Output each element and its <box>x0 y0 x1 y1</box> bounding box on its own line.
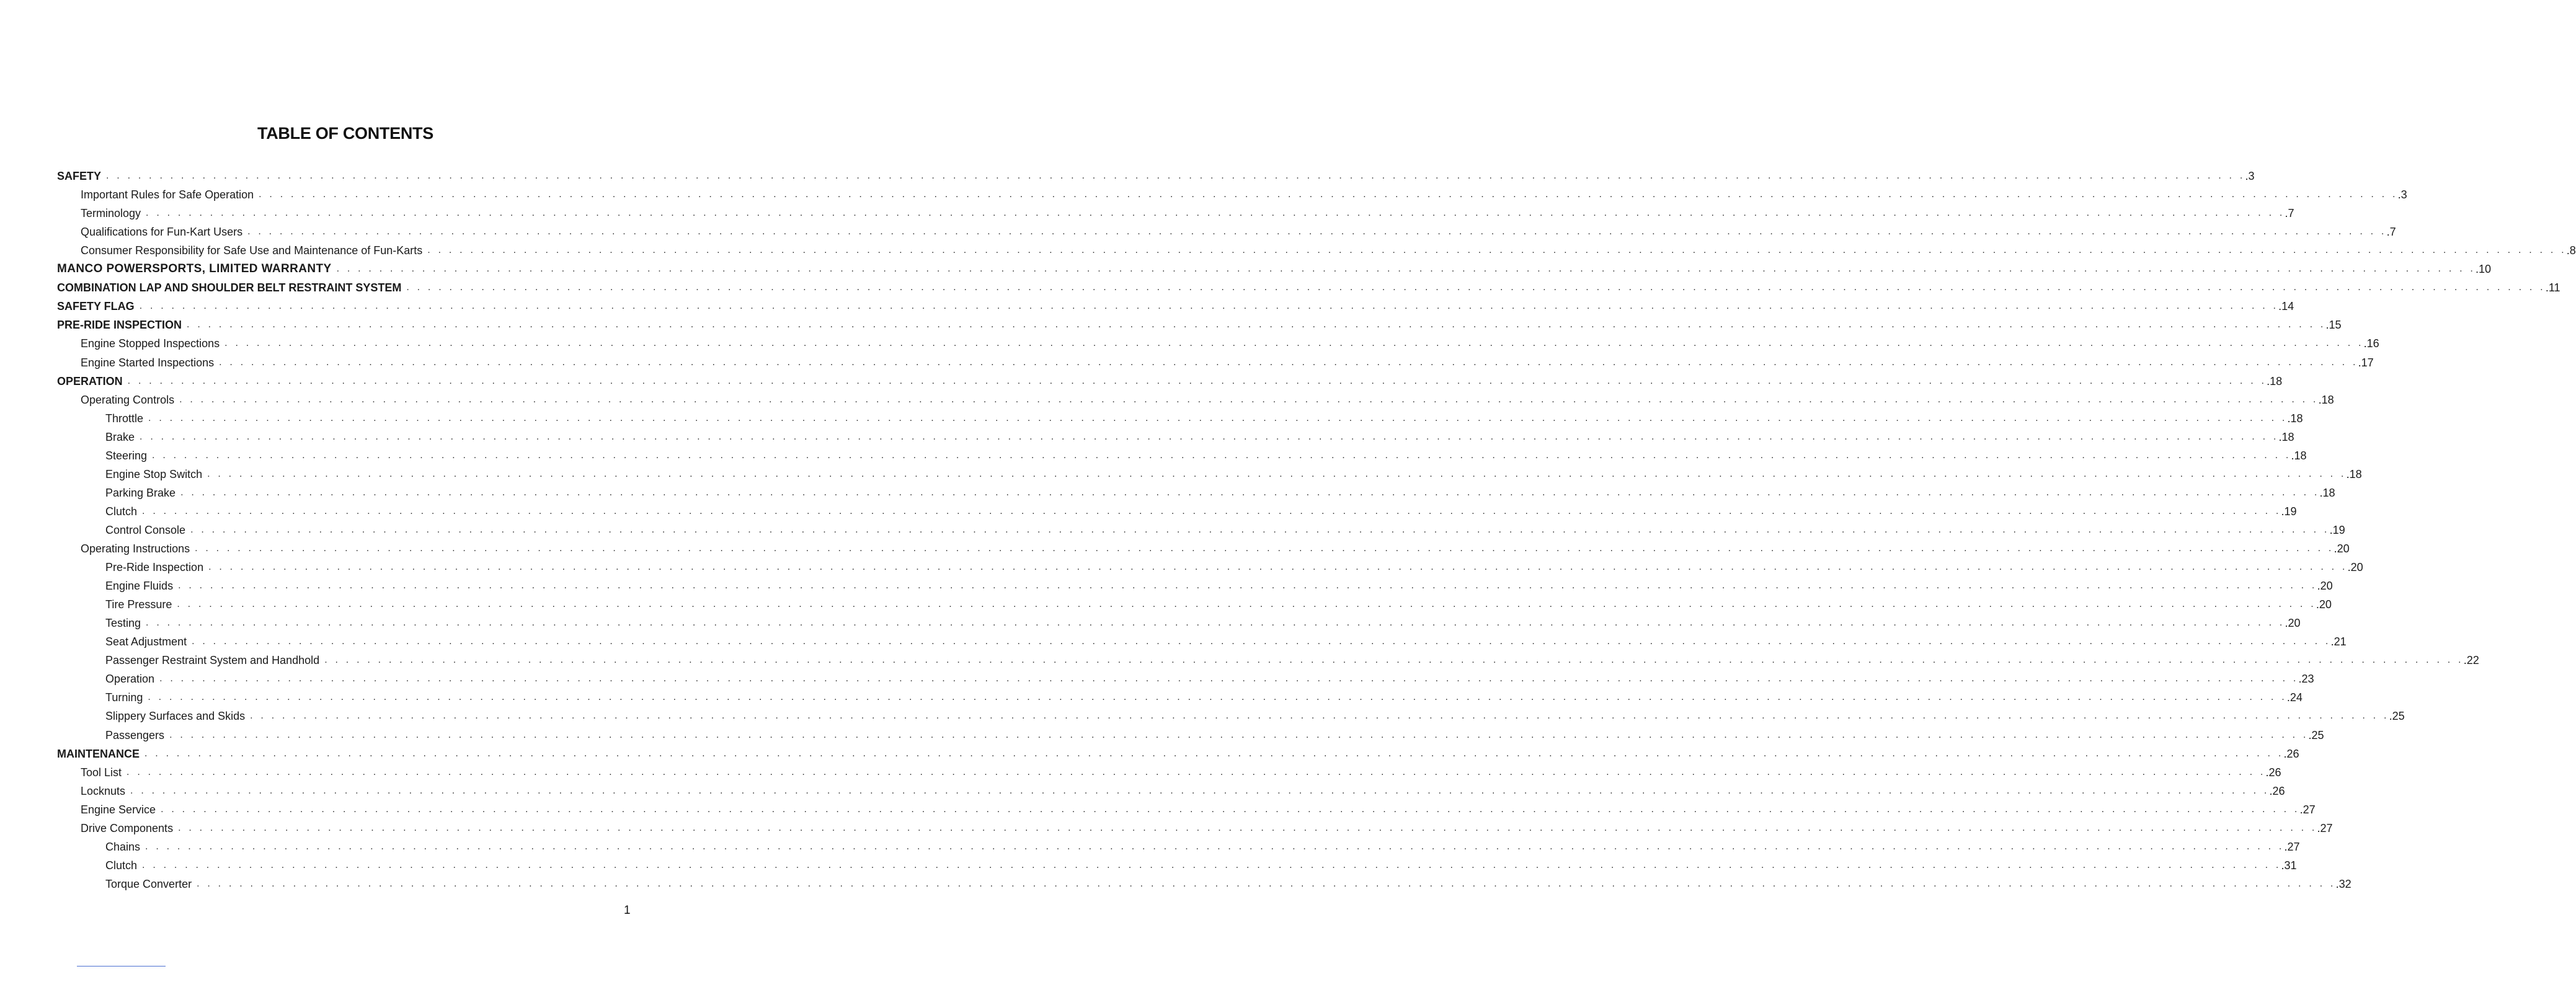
toc-dot-leader: . . . . . . . . . . . . . . . . . . . . . . . . . . . . . . . . . . . . . . . . . . . . . . . . . . . . . . . . . . . . . . . . . . . . . . . . . . . . . . . . . . . . . . . . . . . . . . . . . . . . . . . . . . . . . . . . . . . . . . . . . . . . . . . . . . . . . . . . . . . . . . . . . . . . . . . . . . . . . . . . . . . . . . . . . . . . . . . . . . . . . . . . . . . . . . . . . . . . . . . . <box>146 208 2285 219</box>
toc-entry-page: .16 <box>2363 337 2379 350</box>
toc-dot-leader: . . . . . . . . . . . . . . . . . . . . . . . . . . . . . . . . . . . . . . . . . . . . . . . . . . . . . . . . . . . . . . . . . . . . . . . . . . . . . . . . . . . . . . . . . . . . . . . . . . . . . . . . . . . . . . . . . . . . . . . . . . . . . . . . . . . . . . . . . . . . . . . . . . . . . . . . . . . . . . . . . . . . . . . . . . . . . . . . . . . . . . . . . . . . . . . . . . . . . . . . <box>106 170 2245 181</box>
toc-dot-leader: . . . . . . . . . . . . . . . . . . . . . . . . . . . . . . . . . . . . . . . . . . . . . . . . . . . . . . . . . . . . . . . . . . . . . . . . . . . . . . . . . . . . . . . . . . . . . . . . . . . . . . . . . . . . . . . . . . . . . . . . . . . . . . . . . . . . . . . . . . . . . . . . . . . . . . . . . . . . . . . . . . . . . . . . . . . . . . . . . . . . . . . . . . . . . . . . . . . . . . . . <box>169 729 2309 740</box>
toc-entry-page: .22 <box>2463 654 2479 667</box>
toc-entry-page: .7 <box>2386 226 2396 239</box>
toc-entry-label: SAFETY FLAG <box>57 300 135 313</box>
toc-entry-page: .19 <box>2329 523 2345 536</box>
toc-dot-leader: . . . . . . . . . . . . . . . . . . . . . . . . . . . . . . . . . . . . . . . . . . . . . . . . . . . . . . . . . . . . . . . . . . . . . . . . . . . . . . . . . . . . . . . . . . . . . . . . . . . . . . . . . . . . . . . . . . . . . . . . . . . . . . . . . . . . . . . . . . . . . . . . . . . . . . . . . . . . . . . . . . . . . . . . . . . . . . . . . . . . . . . . . . . . . . . . . . . . . . . . <box>179 394 2319 405</box>
toc-entry <box>81 239 2576 257</box>
toc-entry-label: Passengers <box>105 728 165 741</box>
toc-entry-page: .18 <box>2291 449 2307 462</box>
toc-entry-page: .27 <box>2299 803 2316 816</box>
toc-entry-label: Terminology <box>81 207 141 220</box>
footer-rule <box>77 966 166 967</box>
page-number: 1 <box>624 904 631 917</box>
toc-dot-leader: . . . . . . . . . . . . . . . . . . . . . . . . . . . . . . . . . . . . . . . . . . . . . . . . . . . . . . . . . . . . . . . . . . . . . . . . . . . . . . . . . . . . . . . . . . . . . . . . . . . . . . . . . . . . . . . . . . . . . . . . . . . . . . . . . . . . . . . . . . . . . . . . . . . . . . . . . . . . . . . . . . . . . . . . . . . . . . . . . . . . . . . . . . . . . . . . . . . . . . . . <box>187 319 2326 330</box>
toc-entry-page: .18 <box>2318 393 2334 406</box>
toc-entry <box>57 313 2342 332</box>
toc-dot-leader: . . . . . . . . . . . . . . . . . . . . . . . . . . . . . . . . . . . . . . . . . . . . . . . . . . . . . . . . . . . . . . . . . . . . . . . . . . . . . . . . . . . . . . . . . . . . . . . . . . . . . . . . . . . . . . . . . . . . . . . . . . . . . . . . . . . . . . . . . . . . . . . . . . . . . . . . . . . . . . . . . . . . . . . . . . . . . . . . . . . . . . . . . . . . . . . . . . . . . . . . <box>144 748 2284 759</box>
toc-entry-label: Testing <box>105 617 141 630</box>
toc-entry <box>105 723 2324 742</box>
toc-dot-leader: . . . . . . . . . . . . . . . . . . . . . . . . . . . . . . . . . . . . . . . . . . . . . . . . . . . . . . . . . . . . . . . . . . . . . . . . . . . . . . . . . . . . . . . . . . . . . . . . . . . . . . . . . . . . . . . . . . . . . . . . . . . . . . . . . . . . . . . . . . . . . . . . . . . . . . . . . . . . . . . . . . . . . . . . . . . . . . . . . . . . . . . . . . . . . . . . . . . . . . . . <box>152 449 2291 461</box>
toc-entry <box>105 425 2294 444</box>
toc-dot-leader: . . . . . . . . . . . . . . . . . . . . . . . . . . . . . . . . . . . . . . . . . . . . . . . . . . . . . . . . . . . . . . . . . . . . . . . . . . . . . . . . . . . . . . . . . . . . . . . . . . . . . . . . . . . . . . . . . . . . . . . . . . . . . . . . . . . . . . . . . . . . . . . . . . . . . . . . . . . . . . . . . . . . . . . . . . . . . . . . . . . . . . . . . . . . . . . . . . . . . . . . <box>145 841 2285 852</box>
toc-entry-label: PRE-RIDE INSPECTION <box>57 319 182 332</box>
toc-entry-page: .19 <box>2281 505 2297 518</box>
toc-entry-page: .32 <box>2335 877 2352 890</box>
toc-entry-page: .18 <box>2278 430 2294 443</box>
toc-entry <box>81 761 2281 779</box>
toc-entry-label: Clutch <box>105 505 138 518</box>
toc-dot-leader: . . . . . . . . . . . . . . . . . . . . . . . . . . . . . . . . . . . . . . . . . . . . . . . . . . . . . . . . . . . . . . . . . . . . . . . . . . . . . . . . . . . . . . . . . . . . . . . . . . . . . . . . . . . . . . . . . . . . . . . . . . . . . . . . . . . . . . . . . . . . . . . . . . . . . . . . . . . . . . . . . . . . . . . . . . . . . . . . . . . . . . . . . . . . . . . . . . . . . . . . <box>142 505 2281 516</box>
toc-entry <box>57 369 2283 388</box>
toc-entry-label: Engine Service <box>81 803 156 816</box>
toc-entry-page: .8 <box>2566 244 2576 257</box>
toc-entry-page: .21 <box>2330 635 2347 648</box>
toc-dot-leader: . . . . . . . . . . . . . . . . . . . . . . . . . . . . . . . . . . . . . . . . . . . . . . . . . . . . . . . . . . . . . . . . . . . . . . . . . . . . . . . . . . . . . . . . . . . . . . . . . . . . . . . . . . . . . . . . . . . . . . . . . . . . . . . . . . . . . . . . . . . . . . . . . . . . . . . . . . . . . . . . . . . . . . . . . . . . . . . . . . . . . . . . . . . . . . . . . . . . . . . . <box>140 431 2279 442</box>
toc-entry-label: Passenger Restraint System and Handhold <box>105 654 320 667</box>
toc-entry <box>105 574 2333 593</box>
toc-entry-page: .23 <box>2298 673 2314 686</box>
toc-entry <box>81 816 2333 835</box>
toc-entry-page: .20 <box>2317 580 2333 593</box>
toc-entry <box>81 779 2285 798</box>
toc-entry-page: .27 <box>2317 821 2333 834</box>
toc-dot-leader: . . . . . . . . . . . . . . . . . . . . . . . . . . . . . . . . . . . . . . . . . . . . . . . . . . . . . . . . . . . . . . . . . . . . . . . . . . . . . . . . . . . . . . . . . . . . . . . . . . . . . . . . . . . . . . . . . . . . . . . . . . . . . . . . . . . . . . . . . . . . . . . . . . . . . . . . . . . . . . . . . . . . . . . . . . . . . . . . . . . . . . . . . . . . . . . . . . . . . . . . <box>219 356 2358 368</box>
toc-entry-label: Engine Started Inspections <box>81 356 215 369</box>
toc-entry-label: Consumer Responsibility for Safe Use and Maintenance of Fun-Karts <box>81 244 423 257</box>
toc-entry <box>57 164 2255 183</box>
toc-entry-page: .27 <box>2284 840 2300 853</box>
toc-entry-page: .25 <box>2389 710 2405 723</box>
toc-entry-page: .15 <box>2325 319 2342 332</box>
toc-dot-leader: . . . . . . . . . . . . . . . . . . . . . . . . . . . . . . . . . . . . . . . . . . . . . . . . . . . . . . . . . . . . . . . . . . . . . . . . . . . . . . . . . . . . . . . . . . . . . . . . . . . . . . . . . . . . . . . . . . . . . . . . . . . . . . . . . . . . . . . . . . . . . . . . . . . . . . . . . . . . . . . . . . . . . . . . . . . . . . . . . . . . . . . . . . . . . . . . . . . . . . . . <box>250 710 2389 722</box>
toc-dot-leader: . . . . . . . . . . . . . . . . . . . . . . . . . . . . . . . . . . . . . . . . . . . . . . . . . . . . . . . . . . . . . . . . . . . . . . . . . . . . . . . . . . . . . . . . . . . . . . . . . . . . . . . . . . . . . . . . . . . . . . . . . . . . . . . . . . . . . . . . . . . . . . . . . . . . . . . . . . . . . . . . . . . . . . . . . . . . . . . . . . . . . . . . . . . . . . . . . . . . . . . . <box>427 245 2567 256</box>
toc-entry-page: .14 <box>2278 300 2294 313</box>
toc-entry-label: COMBINATION LAP AND SHOULDER BELT RESTRAINT SYSTEM <box>57 281 402 294</box>
toc-entry-page: .26 <box>2269 784 2285 797</box>
toc-entry-label: Operation <box>105 673 155 686</box>
toc-entry-page: .18 <box>2346 467 2362 480</box>
toc-entry-label: MAINTENANCE <box>57 747 140 760</box>
toc-dot-leader: . . . . . . . . . . . . . . . . . . . . . . . . . . . . . . . . . . . . . . . . . . . . . . . . . . . . . . . . . . . . . . . . . . . . . . . . . . . . . . . . . . . . . . . . . . . . . . . . . . . . . . . . . . . . . . . . . . . . . . . . . . . . . . . . . . . . . . . . . . . . . . . . . . . . . . . . . . . . . . . . . . . . . . . . . . . . . . . . . . . . . . . . . . . . . . . . . . . . . . . . <box>406 282 2546 293</box>
toc-dot-leader: . . . . . . . . . . . . . . . . . . . . . . . . . . . . . . . . . . . . . . . . . . . . . . . . . . . . . . . . . . . . . . . . . . . . . . . . . . . . . . . . . . . . . . . . . . . . . . . . . . . . . . . . . . . . . . . . . . . . . . . . . . . . . . . . . . . . . . . . . . . . . . . . . . . . . . . . . . . . . . . . . . . . . . . . . . . . . . . . . . . . . . . . . . . . . . . . . . . . . . . . <box>195 543 2334 554</box>
toc-dot-leader: . . . . . . . . . . . . . . . . . . . . . . . . . . . . . . . . . . . . . . . . . . . . . . . . . . . . . . . . . . . . . . . . . . . . . . . . . . . . . . . . . . . . . . . . . . . . . . . . . . . . . . . . . . . . . . . . . . . . . . . . . . . . . . . . . . . . . . . . . . . . . . . . . . . . . . . . . . . . . . . . . . . . . . . . . . . . . . . . . . . . . . . . . . . . . . . . . . . . . . . . <box>178 580 2317 591</box>
toc-entry <box>81 220 2396 239</box>
toc-dot-leader: . . . . . . . . . . . . . . . . . . . . . . . . . . . . . . . . . . . . . . . . . . . . . . . . . . . . . . . . . . . . . . . . . . . . . . . . . . . . . . . . . . . . . . . . . . . . . . . . . . . . . . . . . . . . . . . . . . . . . . . . . . . . . . . . . . . . . . . . . . . . . . . . . . . . . . . . . . . . . . . . . . . . . . . . . . . . . . . . . . . . . . . . . . . . . . . . . . . . . . . . <box>130 785 2270 796</box>
toc-entry <box>57 294 2294 313</box>
toc-entry-label: Tire Pressure <box>105 598 172 611</box>
toc-entry <box>105 462 2362 481</box>
toc-entry-page: .31 <box>2281 859 2297 872</box>
toc-dot-leader: . . . . . . . . . . . . . . . . . . . . . . . . . . . . . . . . . . . . . . . . . . . . . . . . . . . . . . . . . . . . . . . . . . . . . . . . . . . . . . . . . . . . . . . . . . . . . . . . . . . . . . . . . . . . . . . . . . . . . . . . . . . . . . . . . . . . . . . . . . . . . . . . . . . . . . . . . . . . . . . . . . . . . . . . . . . . . . . . . . . . . . . . . . . . . . . . . . . . . . . . <box>148 692 2287 703</box>
toc-dot-leader: . . . . . . . . . . . . . . . . . . . . . . . . . . . . . . . . . . . . . . . . . . . . . . . . . . . . . . . . . . . . . . . . . . . . . . . . . . . . . . . . . . . . . . . . . . . . . . . . . . . . . . . . . . . . . . . . . . . . . . . . . . . . . . . . . . . . . . . . . . . . . . . . . . . . . . . . . . . . . . . . . . . . . . . . . . . . . . . . . . . . . . . . . . . . . . . . . . . . . . . . <box>259 189 2398 200</box>
toc-entry <box>81 798 2316 816</box>
toc-entry-page: .24 <box>2286 691 2303 704</box>
toc-entry <box>105 481 2335 500</box>
toc-entry <box>105 611 2301 630</box>
toc-entry <box>105 667 2314 686</box>
toc-entry-page: .20 <box>2334 542 2350 555</box>
toc-entry-label: Drive Components <box>81 821 174 834</box>
toc-dot-leader: . . . . . . . . . . . . . . . . . . . . . . . . . . . . . . . . . . . . . . . . . . . . . . . . . . . . . . . . . . . . . . . . . . . . . . . . . . . . . . . . . . . . . . . . . . . . . . . . . . . . . . . . . . . . . . . . . . . . . . . . . . . . . . . . . . . . . . . . . . . . . . . . . . . . . . . . . . . . . . . . . . . . . . . . . . . . . . . . . . . . . . . . . . . . . . . . . . . . . . . . <box>159 673 2299 684</box>
toc-entry-page: .26 <box>2283 747 2299 760</box>
toc-entry-label: Chains <box>105 840 141 853</box>
toc-entry <box>81 388 2334 407</box>
toc-entry-page: .18 <box>2267 374 2283 387</box>
toc-entry-page: .10 <box>2476 263 2492 276</box>
toc-entry <box>105 686 2303 704</box>
toc-entry-label: OPERATION <box>57 374 123 387</box>
toc-entry <box>105 835 2300 854</box>
toc-entry <box>105 593 2332 611</box>
toc-entry-label: Parking Brake <box>105 486 176 499</box>
toc-entry <box>81 351 2374 369</box>
toc-entry-label: MANCO POWERSPORTS, LIMITED WARRANTY <box>57 262 332 276</box>
toc-dot-leader: . . . . . . . . . . . . . . . . . . . . . . . . . . . . . . . . . . . . . . . . . . . . . . . . . . . . . . . . . . . . . . . . . . . . . . . . . . . . . . . . . . . . . . . . . . . . . . . . . . . . . . . . . . . . . . . . . . . . . . . . . . . . . . . . . . . . . . . . . . . . . . . . . . . . . . . . . . . . . . . . . . . . . . . . . . . . . . . . . . . . . . . . . . . . . . . . . . . . . . . . <box>192 636 2331 647</box>
toc-dot-leader: . . . . . . . . . . . . . . . . . . . . . . . . . . . . . . . . . . . . . . . . . . . . . . . . . . . . . . . . . . . . . . . . . . . . . . . . . . . . . . . . . . . . . . . . . . . . . . . . . . . . . . . . . . . . . . . . . . . . . . . . . . . . . . . . . . . . . . . . . . . . . . . . . . . . . . . . . . . . . . . . . . . . . . . . . . . . . . . . . . . . . . . . . . . . . . . . . . . . . . . . <box>180 487 2320 498</box>
toc-dot-leader: . . . . . . . . . . . . . . . . . . . . . . . . . . . . . . . . . . . . . . . . . . . . . . . . . . . . . . . . . . . . . . . . . . . . . . . . . . . . . . . . . . . . . . . . . . . . . . . . . . . . . . . . . . . . . . . . . . . . . . . . . . . . . . . . . . . . . . . . . . . . . . . . . . . . . . . . . . . . . . . . . . . . . . . . . . . . . . . . . . . . . . . . . . . . . . . . . . . . . . . . <box>148 412 2288 423</box>
toc-entry-page: .11 <box>2545 281 2560 294</box>
toc-entry <box>81 537 2350 555</box>
toc-entry-label: Engine Stopped Inspections <box>81 337 220 350</box>
toc-entry-label: Engine Fluids <box>105 580 174 593</box>
toc-entry-page: .17 <box>2358 356 2374 369</box>
toc-entry <box>105 444 2307 462</box>
toc-entry <box>105 500 2297 518</box>
toc-dot-leader: . . . . . . . . . . . . . . . . . . . . . . . . . . . . . . . . . . . . . . . . . . . . . . . . . . . . . . . . . . . . . . . . . . . . . . . . . . . . . . . . . . . . . . . . . . . . . . . . . . . . . . . . . . . . . . . . . . . . . . . . . . . . . . . . . . . . . . . . . . . . . . . . . . . . . . . . . . . . . . . . . . . . . . . . . . . . . . . . . . . . . . . . . . . . . . . . . . . . . . . . <box>127 375 2267 386</box>
toc-entry <box>105 630 2347 648</box>
toc-entry <box>105 555 2363 574</box>
toc-entry-label: Locknuts <box>81 784 126 797</box>
toc-entry-page: .20 <box>2285 617 2301 630</box>
toc-entry-label: Seat Adjustment <box>105 635 187 648</box>
toc-entry-label: Brake <box>105 430 135 443</box>
toc-entry-page: .26 <box>2265 766 2281 779</box>
toc-entry-label: Throttle <box>105 412 144 425</box>
toc-entry <box>105 518 2345 537</box>
toc-entry <box>81 201 2294 220</box>
toc-entry <box>81 332 2379 350</box>
toc-dot-leader: . . . . . . . . . . . . . . . . . . . . . . . . . . . . . . . . . . . . . . . . . . . . . . . . . . . . . . . . . . . . . . . . . . . . . . . . . . . . . . . . . . . . . . . . . . . . . . . . . . . . . . . . . . . . . . . . . . . . . . . . . . . . . . . . . . . . . . . . . . . . . . . . . . . . . . . . . . . . . . . . . . . . . . . . . . . . . . . . . . . . . . . . . . . . . . . . . . . . . . . . <box>190 524 2330 535</box>
toc-entry-page: .7 <box>2285 207 2294 220</box>
page-title: TABLE OF CONTENTS <box>257 124 433 143</box>
toc-entry <box>105 854 2297 872</box>
toc-entry-page: .18 <box>2287 412 2303 425</box>
toc-dot-leader: . . . . . . . . . . . . . . . . . . . . . . . . . . . . . . . . . . . . . . . . . . . . . . . . . . . . . . . . . . . . . . . . . . . . . . . . . . . . . . . . . . . . . . . . . . . . . . . . . . . . . . . . . . . . . . . . . . . . . . . . . . . . . . . . . . . . . . . . . . . . . . . . . . . . . . . . . . . . . . . . . . . . . . . . . . . . . . . . . . . . . . . . . . . . . . . . . . . . . . . . <box>324 655 2464 666</box>
toc-dot-leader: . . . . . . . . . . . . . . . . . . . . . . . . . . . . . . . . . . . . . . . . . . . . . . . . . . . . . . . . . . . . . . . . . . . . . . . . . . . . . . . . . . . . . . . . . . . . . . . . . . . . . . . . . . . . . . . . . . . . . . . . . . . . . . . . . . . . . . . . . . . . . . . . . . . . . . . . . . . . . . . . . . . . . . . . . . . . . . . . . . . . . . . . . . . . . . . . . . . . . . . . <box>178 822 2317 833</box>
toc-dot-leader: . . . . . . . . . . . . . . . . . . . . . . . . . . . . . . . . . . . . . . . . . . . . . . . . . . . . . . . . . . . . . . . . . . . . . . . . . . . . . . . . . . . . . . . . . . . . . . . . . . . . . . . . . . . . . . . . . . . . . . . . . . . . . . . . . . . . . . . . . . . . . . . . . . . . . . . . . . . . . . . . . . . . . . . . . . . . . . . . . . . . . . . . . . . . . . . . . . . . . . . . <box>197 878 2336 889</box>
toc-dot-leader: . . . . . . . . . . . . . . . . . . . . . . . . . . . . . . . . . . . . . . . . . . . . . . . . . . . . . . . . . . . . . . . . . . . . . . . . . . . . . . . . . . . . . . . . . . . . . . . . . . . . . . . . . . . . . . . . . . . . . . . . . . . . . . . . . . . . . . . . . . . . . . . . . . . . . . . . . . . . . . . . . . . . . . . . . . . . . . . . . . . . . . . . . . . . . . . . . . . . . . . . <box>224 338 2364 349</box>
toc-dot-leader: . . . . . . . . . . . . . . . . . . . . . . . . . . . . . . . . . . . . . . . . . . . . . . . . . . . . . . . . . . . . . . . . . . . . . . . . . . . . . . . . . . . . . . . . . . . . . . . . . . . . . . . . . . . . . . . . . . . . . . . . . . . . . . . . . . . . . . . . . . . . . . . . . . . . . . . . . . . . . . . . . . . . . . . . . . . . . . . . . . . . . . . . . . . . . . . . . . . . . . . . <box>207 468 2347 479</box>
toc-dot-leader: . . . . . . . . . . . . . . . . . . . . . . . . . . . . . . . . . . . . . . . . . . . . . . . . . . . . . . . . . . . . . . . . . . . . . . . . . . . . . . . . . . . . . . . . . . . . . . . . . . . . . . . . . . . . . . . . . . . . . . . . . . . . . . . . . . . . . . . . . . . . . . . . . . . . . . . . . . . . . . . . . . . . . . . . . . . . . . . . . . . . . . . . . . . . . . . . . . . . . . . . <box>336 263 2476 275</box>
toc-entry <box>81 183 2407 201</box>
toc-entry-label: Qualifications for Fun-Kart Users <box>81 226 243 239</box>
toc-dot-leader: . . . . . . . . . . . . . . . . . . . . . . . . . . . . . . . . . . . . . . . . . . . . . . . . . . . . . . . . . . . . . . . . . . . . . . . . . . . . . . . . . . . . . . . . . . . . . . . . . . . . . . . . . . . . . . . . . . . . . . . . . . . . . . . . . . . . . . . . . . . . . . . . . . . . . . . . . . . . . . . . . . . . . . . . . . . . . . . . . . . . . . . . . . . . . . . . . . . . . . . . <box>208 562 2348 573</box>
toc-entry-label: Important Rules for Safe Operation <box>81 188 254 201</box>
toc-entry-page: .18 <box>2319 486 2335 499</box>
toc-dot-leader: . . . . . . . . . . . . . . . . . . . . . . . . . . . . . . . . . . . . . . . . . . . . . . . . . . . . . . . . . . . . . . . . . . . . . . . . . . . . . . . . . . . . . . . . . . . . . . . . . . . . . . . . . . . . . . . . . . . . . . . . . . . . . . . . . . . . . . . . . . . . . . . . . . . . . . . . . . . . . . . . . . . . . . . . . . . . . . . . . . . . . . . . . . . . . . . . . . . . . . . . <box>127 766 2266 777</box>
toc-dot-leader: . . . . . . . . . . . . . . . . . . . . . . . . . . . . . . . . . . . . . . . . . . . . . . . . . . . . . . . . . . . . . . . . . . . . . . . . . . . . . . . . . . . . . . . . . . . . . . . . . . . . . . . . . . . . . . . . . . . . . . . . . . . . . . . . . . . . . . . . . . . . . . . . . . . . . . . . . . . . . . . . . . . . . . . . . . . . . . . . . . . . . . . . . . . . . . . . . . . . . . . . <box>177 599 2316 610</box>
toc-entry-label: Slippery Surfaces and Skids <box>105 710 246 723</box>
toc-entry-label: Operating Controls <box>81 393 175 406</box>
toc-entry-label: SAFETY <box>57 170 102 182</box>
toc-entry-label: Engine Stop Switch <box>105 467 203 480</box>
toc-entry <box>105 648 2479 667</box>
toc-entry-page: .20 <box>2347 561 2363 574</box>
toc-entry-label: Tool List <box>81 766 122 779</box>
toc-entry-label: Pre-Ride Inspection <box>105 561 204 574</box>
toc-entry-label: Operating Instructions <box>81 542 190 555</box>
toc-entry <box>105 872 2352 891</box>
toc-entry <box>57 257 2492 276</box>
toc-entry <box>57 276 2560 294</box>
toc-entry <box>57 742 2299 761</box>
toc-entry-page: .25 <box>2308 728 2324 741</box>
toc-entry-label: Clutch <box>105 859 138 872</box>
toc-entry-label: Turning <box>105 691 143 704</box>
toc-entry <box>105 407 2303 425</box>
toc-entry-page: .3 <box>2245 170 2255 182</box>
toc-entry-label: Torque Converter <box>105 877 192 890</box>
toc-dot-leader: . . . . . . . . . . . . . . . . . . . . . . . . . . . . . . . . . . . . . . . . . . . . . . . . . . . . . . . . . . . . . . . . . . . . . . . . . . . . . . . . . . . . . . . . . . . . . . . . . . . . . . . . . . . . . . . . . . . . . . . . . . . . . . . . . . . . . . . . . . . . . . . . . . . . . . . . . . . . . . . . . . . . . . . . . . . . . . . . . . . . . . . . . . . . . . . . . . . . . . . . <box>161 803 2300 815</box>
toc-dot-leader: . . . . . . . . . . . . . . . . . . . . . . . . . . . . . . . . . . . . . . . . . . . . . . . . . . . . . . . . . . . . . . . . . . . . . . . . . . . . . . . . . . . . . . . . . . . . . . . . . . . . . . . . . . . . . . . . . . . . . . . . . . . . . . . . . . . . . . . . . . . . . . . . . . . . . . . . . . . . . . . . . . . . . . . . . . . . . . . . . . . . . . . . . . . . . . . . . . . . . . . . <box>146 617 2285 629</box>
toc-entry-label: Control Console <box>105 523 186 536</box>
toc-entry <box>105 704 2405 723</box>
toc-dot-leader: . . . . . . . . . . . . . . . . . . . . . . . . . . . . . . . . . . . . . . . . . . . . . . . . . . . . . . . . . . . . . . . . . . . . . . . . . . . . . . . . . . . . . . . . . . . . . . . . . . . . . . . . . . . . . . . . . . . . . . . . . . . . . . . . . . . . . . . . . . . . . . . . . . . . . . . . . . . . . . . . . . . . . . . . . . . . . . . . . . . . . . . . . . . . . . . . . . . . . . . . <box>142 859 2281 870</box>
toc-entry-page: .3 <box>2397 188 2407 201</box>
toc-entry-page: .20 <box>2316 598 2332 611</box>
toc-dot-leader: . . . . . . . . . . . . . . . . . . . . . . . . . . . . . . . . . . . . . . . . . . . . . . . . . . . . . . . . . . . . . . . . . . . . . . . . . . . . . . . . . . . . . . . . . . . . . . . . . . . . . . . . . . . . . . . . . . . . . . . . . . . . . . . . . . . . . . . . . . . . . . . . . . . . . . . . . . . . . . . . . . . . . . . . . . . . . . . . . . . . . . . . . . . . . . . . . . . . . . . . <box>139 301 2279 312</box>
toc-entry-label: Steering <box>105 449 148 462</box>
toc-dot-leader: . . . . . . . . . . . . . . . . . . . . . . . . . . . . . . . . . . . . . . . . . . . . . . . . . . . . . . . . . . . . . . . . . . . . . . . . . . . . . . . . . . . . . . . . . . . . . . . . . . . . . . . . . . . . . . . . . . . . . . . . . . . . . . . . . . . . . . . . . . . . . . . . . . . . . . . . . . . . . . . . . . . . . . . . . . . . . . . . . . . . . . . . . . . . . . . . . . . . . . . . <box>247 226 2387 237</box>
